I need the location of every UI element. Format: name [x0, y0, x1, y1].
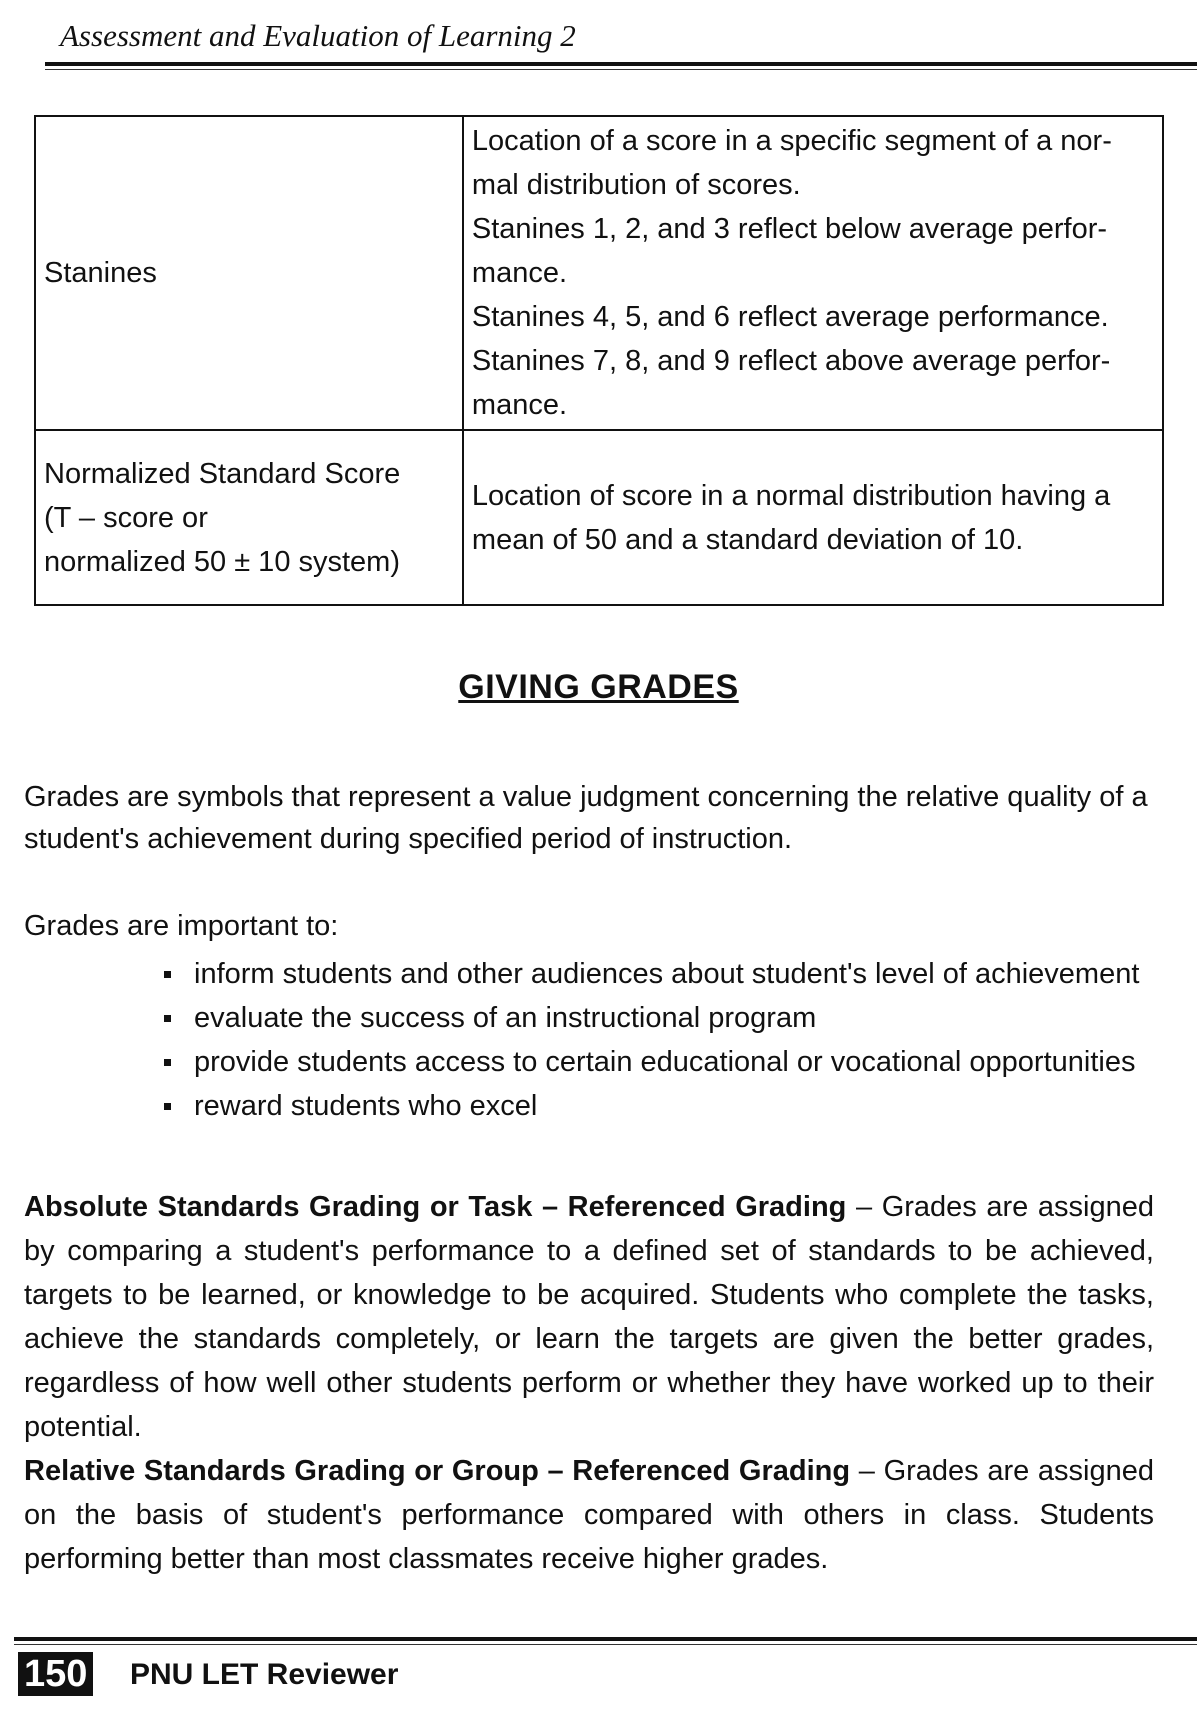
footer-rule-thin	[14, 1644, 1197, 1645]
importance-list	[160, 952, 1139, 1128]
header-rule-thin	[45, 69, 1197, 70]
description-line: Stanines 1, 2, and 3 reflect below average perfor-	[471, 213, 1108, 245]
list-item: provide students access to certain educational or vocational opportunities	[160, 1040, 1139, 1084]
footer-rule	[14, 1637, 1197, 1641]
definition-absolute-grading	[24, 1185, 1154, 1449]
term-line: Stanines	[44, 257, 157, 289]
description-line: mance.	[471, 257, 568, 289]
description-line: mean of 50 and a standard deviation of 10.	[471, 523, 1024, 556]
list-item: evaluate the success of an instructional program	[160, 996, 1139, 1040]
term-line: Normalized Standard Score	[44, 457, 401, 490]
definition-term: Absolute Standards Grading or Task – Referenced Grading	[24, 1191, 847, 1223]
term-line: normalized 50 ± 10 system)	[44, 545, 401, 578]
table-row	[35, 430, 1163, 605]
table-term-cell	[35, 116, 463, 430]
description-line: mance.	[471, 389, 568, 421]
description-line: Location of a score in a specific segment of a nor-	[471, 125, 1112, 157]
description-line: Stanines 4, 5, and 6 reflect average performance.	[471, 301, 1109, 333]
definition-text: – Grades are assigned on the basis of student's performance compared with others in class. Students performing better than most classmates receive higher grades.	[24, 1455, 1154, 1575]
footer-title: PNU LET Reviewer	[130, 1658, 399, 1691]
table-row	[35, 116, 1163, 430]
definition-relative-grading	[24, 1449, 1154, 1581]
intro-paragraph: Grades are symbols that represent a value judgment concerning the relative quality of a student's achievement during specified period of instruction.	[24, 781, 1148, 855]
page-number: 150	[18, 1652, 93, 1696]
score-definitions-table	[34, 115, 1164, 606]
term-line: (T – score or	[44, 501, 208, 534]
running-head: Assessment and Evaluation of Learning 2	[60, 18, 576, 53]
table-description-cell	[463, 116, 1163, 430]
header-rule	[45, 62, 1197, 66]
definition-term: Relative Standards Grading or Group – Referenced Grading	[24, 1455, 851, 1487]
list-item: inform students and other audiences about student's level of achievement	[160, 952, 1139, 996]
importance-lead: Grades are important to:	[24, 910, 339, 942]
description-line: mal distribution of scores.	[471, 169, 801, 201]
section-title: GIVING GRADES	[458, 668, 739, 706]
grading-definitions	[24, 1185, 1154, 1581]
description-line: Location of score in a normal distribution having a	[471, 479, 1111, 512]
table-term-cell	[35, 430, 463, 605]
table-description-cell	[463, 430, 1163, 605]
definition-text: – Grades are assigned by comparing a student's performance to a defined set of standards to be achieved, targets to be learned, or knowledge to be acquired. Students who complete the tasks, achieve the standards completely, or learn the targets are given the better grades, regardless of how well other students perform or whether they have worked up to their potential.	[24, 1191, 1154, 1443]
list-item: reward students who excel	[160, 1084, 1139, 1128]
description-line: Stanines 7, 8, and 9 reflect above average perfor-	[471, 345, 1111, 377]
